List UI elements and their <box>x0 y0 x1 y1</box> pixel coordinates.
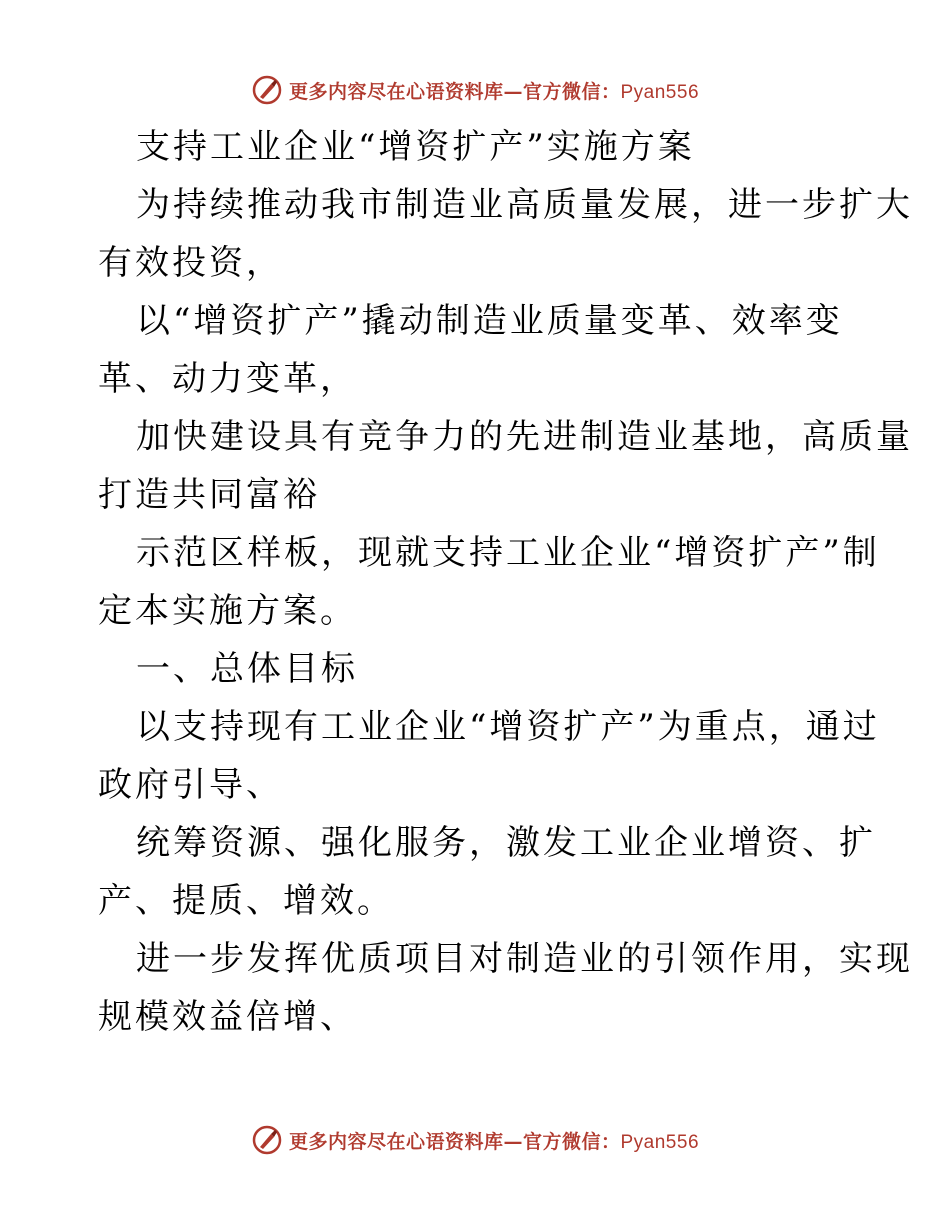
footer-banner-text: 更多内容尽在心语资料库—官方微信：Pyan556 <box>288 1130 700 1153</box>
header-wechat-id: Pyan556 <box>620 81 700 103</box>
paragraph-line: 有效投资， <box>98 243 283 283</box>
paragraph-line: 政府引导、 <box>98 765 283 805</box>
document-body <box>98 118 913 1046</box>
paragraph-line: 以支持现有工业企业“增资扩产”为重点，通过 <box>136 707 880 747</box>
footer-banner <box>0 1120 950 1160</box>
header-banner-text: 更多内容尽在心语资料库—官方微信：Pyan556 <box>288 80 700 103</box>
paragraph-line: 规模效益倍增、 <box>98 997 357 1037</box>
paragraph-line: 以“增资扩产”撬动制造业质量变革、效率变 <box>136 301 843 341</box>
doc-title: 支持工业企业“增资扩产”实施方案 <box>136 127 695 167</box>
pen-logo-icon <box>251 1124 283 1156</box>
section-heading: 一、总体目标 <box>136 649 358 689</box>
pen-logo-icon <box>251 74 283 106</box>
paragraph-line: 进一步发挥优质项目对制造业的引领作用，实现 <box>136 939 913 979</box>
paragraph-line: 为持续推动我市制造业高质量发展，进一步扩大 <box>136 185 913 225</box>
paragraph-line: 打造共同富裕 <box>98 475 320 515</box>
paragraph-line: 统筹资源、强化服务，激发工业企业增资、扩 <box>136 823 876 863</box>
paragraph-line: 加快建设具有竞争力的先进制造业基地，高质量 <box>136 417 913 457</box>
paragraph-line: 定本实施方案。 <box>98 591 357 631</box>
paragraph-line: 革、动力变革， <box>98 359 357 399</box>
footer-wechat-id: Pyan556 <box>620 1131 700 1153</box>
paragraph-line: 示范区样板，现就支持工业企业“增资扩产”制 <box>136 533 880 573</box>
paragraph-line: 产、提质、增效。 <box>98 881 394 921</box>
header-banner <box>0 70 950 110</box>
